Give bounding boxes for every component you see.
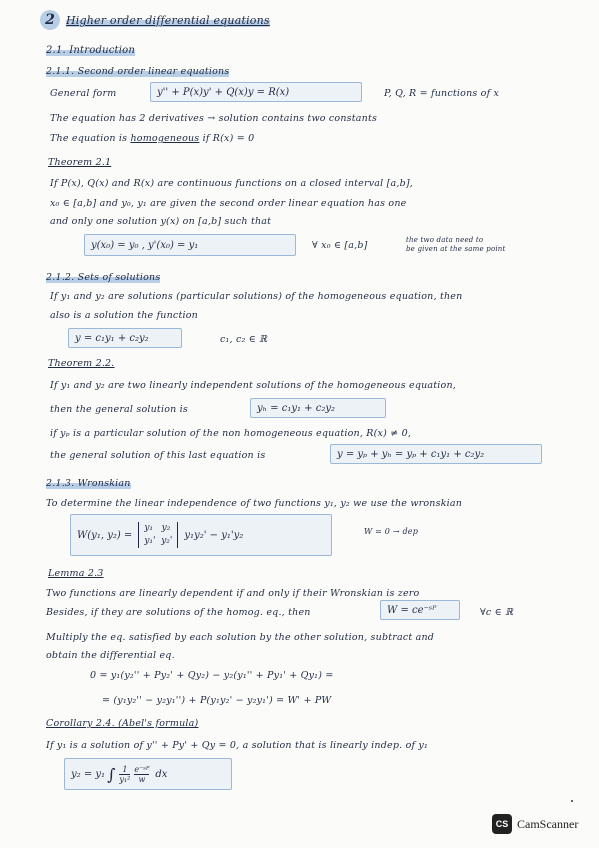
ink-dot (571, 800, 573, 802)
camscanner-text: CamScanner (517, 816, 579, 831)
theorem-2-1-title: Theorem 2.1 (48, 157, 112, 168)
constants-note: c₁, c₂ ∈ ℝ (220, 334, 268, 345)
wronskian-exponential-box: W = ce⁻ˢᴾ (380, 600, 460, 620)
wronskian-rhs: y₁y₂' − y₁'y₂ (184, 529, 244, 541)
section-2-1-3-heading: 2.1.3. Wronskian (46, 478, 131, 489)
chapter-title: Higher order differential equations (66, 14, 270, 27)
corollary-line-1: If y₁ is a solution of y'' + Py' + Qy = 0, a solution that is linearly indep. of y₁ (46, 740, 428, 751)
lemma-line-3: Multiply the eq. satisfied by each solution by the other solution, subtract and (46, 632, 435, 643)
camscanner-watermark (492, 814, 578, 834)
wronskian-lhs: W(y₁, y₂) = (77, 529, 133, 541)
abel-fraction-2: $\frac{\text{e⁻ˢᴾ}}{w}$ (134, 764, 150, 784)
abel-fraction-1: $\frac{1}{\text{y₁²}}$ (119, 764, 131, 784)
general-form-equation: y'' + P(x)y' + Q(x)y = R(x) (150, 82, 362, 102)
theorem-2-1-line-3: and only one solution y(x) on [a,b] such that (50, 216, 272, 227)
abel-lhs: y₂ = y₁ (71, 768, 106, 780)
homogeneous-solution-box: yₕ = c₁y₁ + c₂y₂ (250, 398, 386, 418)
theorem-2-2-line-4: the general solution of this last equation is (50, 450, 266, 461)
corollary-2-4-title: Corollary 2.4. (Abel's formula) (46, 718, 199, 729)
lemma-line-2: Besides, if they are solutions of the homog. eq., then (46, 607, 311, 618)
abel-dx: dx (155, 768, 168, 780)
wronskian-dependence-note: W = 0 → dep (364, 527, 419, 536)
linear-combination-box: y = c₁y₁ + c₂y₂ (68, 328, 182, 348)
initial-conditions-box: y(x₀) = y₀ , y'(x₀) = y₁ (84, 234, 296, 256)
forall-x0: ∀ x₀ ∈ [a,b] (312, 240, 368, 251)
lemma-forall-c: ∀c ∈ ℝ (480, 607, 514, 618)
lemma-line-4: obtain the differential eq. (46, 650, 175, 661)
abel-formula-box (64, 758, 232, 790)
general-solution-box: y = yₚ + yₕ = yₚ + c₁y₁ + c₂y₂ (330, 444, 542, 464)
integral-sign: ∫ (107, 764, 116, 784)
sets-line-1: If y₁ and y₂ are solutions (particular solutions) of the homogeneous equation, then (50, 291, 463, 302)
theorem-2-1-line-2: x₀ ∈ [a,b] and y₀, y₁ are given the second order linear equation has one (50, 198, 407, 209)
theorem-2-1-line-1: If P(x), Q(x) and R(x) are continuous functions on a closed interval [a,b], (50, 178, 414, 189)
section-2-1-2-heading: 2.1.2. Sets of solutions (46, 272, 161, 283)
wronskian-line-1: To determine the linear independence of two functions y₁, y₂ we use the wronskian (46, 498, 463, 509)
theorem-2-2-line-3: if yₚ is a particular solution of the non homogeneous equation, R(x) ≠ 0, (50, 428, 412, 439)
same-point-note: the two data need to be given at the same point (406, 236, 506, 253)
pqr-note: P, Q, R = functions of x (384, 88, 500, 99)
theorem-2-2-line-2: then the general solution is (50, 404, 188, 415)
lemma-equation-2: = (y₁y₂'' − y₂y₁'') + P(y₁y₂' − y₂y₁') = W' + PW (102, 695, 332, 706)
wronskian-determinant: y₁ y₂ y₁' y₂' (138, 522, 178, 548)
derivatives-note: The equation has 2 derivatives → solution contains two constants (50, 113, 378, 124)
homogeneous-note: The equation is homogeneous if R(x) = 0 (50, 133, 255, 144)
lemma-2-3-title: Lemma 2.3 (48, 568, 104, 579)
chapter-number: 2 (40, 10, 60, 30)
theorem-2-2-line-1: If y₁ and y₂ are two linearly independent solutions of the homogeneous equation, (50, 380, 457, 391)
section-2-1-heading: 2.1. Introduction (46, 45, 135, 56)
camscanner-logo-icon: CS (492, 814, 512, 834)
theorem-2-2-title: Theorem 2.2. (48, 358, 115, 369)
sets-line-2: also is a solution the function (50, 310, 198, 321)
wronskian-box (70, 514, 332, 556)
lemma-equation-1: 0 = y₁(y₂'' + Py₂' + Qy₂) − y₂(y₁'' + Py₁' + Qy₁) = (90, 670, 334, 681)
lemma-line-1: Two functions are linearly dependent if and only if their Wronskian is zero (46, 588, 420, 599)
section-2-1-1-heading: 2.1.1. Second order linear equations (46, 66, 230, 77)
general-form-label: General form (50, 88, 117, 99)
